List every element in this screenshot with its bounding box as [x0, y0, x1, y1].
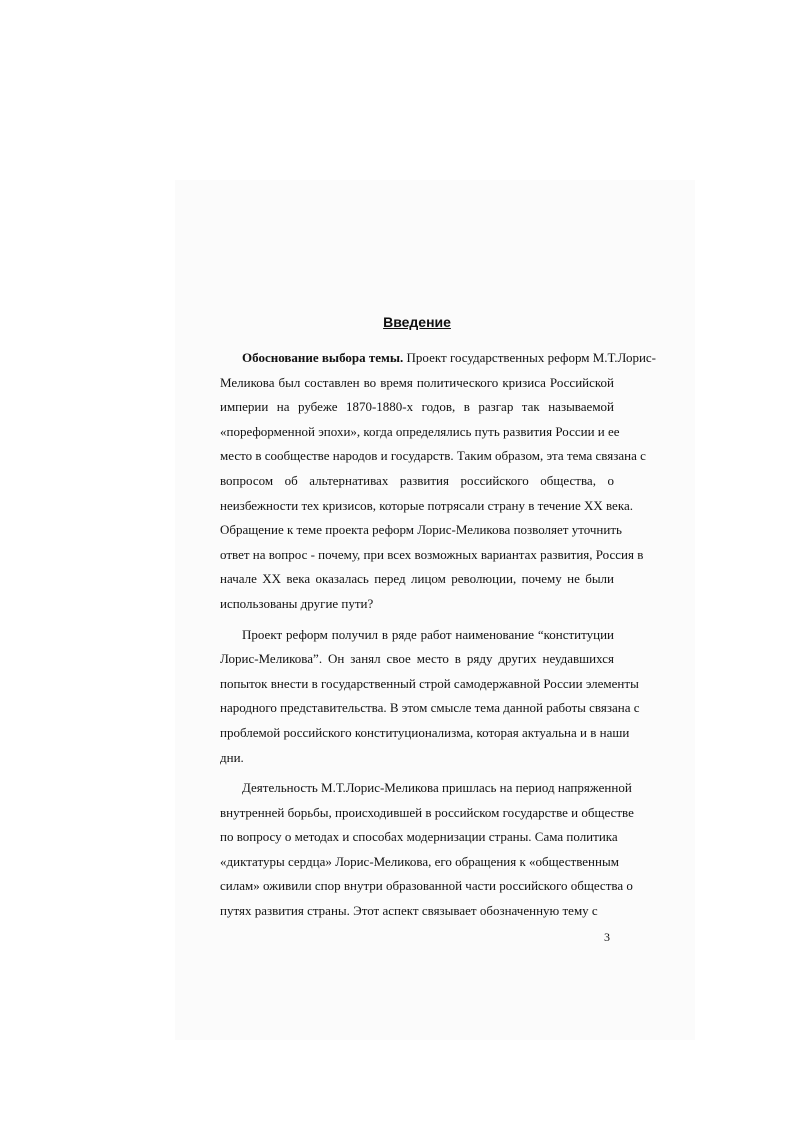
text-line — [220, 420, 620, 445]
text-line — [220, 469, 614, 494]
line-text: неизбежности тех кризисов, которые потрясали страну в течение XX века. — [220, 497, 633, 513]
line-text: вопросом об альтернативах развития российского общества, о — [220, 472, 614, 488]
line-text: путях развития страны. Этот аспект связывает обозначенную тему с — [220, 903, 598, 919]
line-text: империи на рубеже 1870-1880-х годов, в разгар так называемой — [220, 399, 614, 415]
line-text: место в сообществе народов и государств. Таким образом, эта тема связана с — [220, 448, 646, 464]
line-text: дни. — [220, 749, 244, 765]
text-line — [220, 592, 614, 617]
text-line — [220, 623, 614, 648]
line-text: силам» оживили спор внутри образованной части российского общества о — [220, 878, 633, 894]
line-text: использованы другие пути? — [220, 595, 374, 611]
text-line — [220, 395, 614, 420]
line-text: по вопросу о методах и способах модернизации страны. Сама политика — [220, 829, 618, 845]
text-line — [220, 825, 618, 850]
text-line — [220, 672, 639, 697]
body-text — [220, 346, 656, 924]
text-line — [220, 696, 640, 721]
page-number: 3 — [604, 930, 610, 944]
line-text: народного представительства. В этом смысле тема данной работы связана с — [220, 700, 640, 716]
text-line — [220, 874, 633, 899]
paragraph — [220, 346, 656, 617]
text-line — [220, 567, 614, 592]
page-title: Введение — [383, 314, 451, 330]
line-text: Обращение к теме проекта реформ Лорис-Меликова позволяет уточнить — [220, 522, 622, 538]
line-text: проблемой российского конституционализма, которая актуальна и в наши — [220, 724, 630, 740]
text-line — [220, 494, 633, 519]
text-line — [220, 543, 644, 568]
line-text: ответ на вопрос - почему, при всех возможных вариантах развития, Россия в — [220, 546, 644, 562]
line-text: Деятельность М.Т.Лорис-Меликова пришлась на период напряженной — [242, 780, 632, 796]
lead-phrase: Обоснование выбора темы. — [242, 350, 404, 365]
line-text: начале XX века оказалась перед лицом революции, почему не были — [220, 571, 614, 587]
line-text: «пореформенной эпохи», когда определялись путь развития России и ее — [220, 423, 620, 439]
text-line — [220, 647, 614, 672]
text-line — [220, 801, 634, 826]
line-text: «диктатуры сердца» Лорис-Меликова, его обращения к «общественным — [220, 853, 619, 869]
text-line — [220, 444, 646, 469]
line-text: Проект реформ получил в ряде работ наименование “конституции — [242, 626, 614, 642]
text-line — [220, 346, 656, 371]
line-text: Проект государственных реформ М.Т.Лорис- — [403, 350, 656, 365]
line-text: внутренней борьбы, происходившей в российском государстве и обществе — [220, 804, 634, 820]
paragraph — [220, 776, 634, 924]
text-line — [220, 721, 630, 746]
text-line — [220, 899, 614, 924]
text-line — [220, 850, 619, 875]
line-text: Меликова был составлен во время политического кризиса Российской — [220, 374, 614, 390]
paragraph — [220, 623, 640, 771]
page-content — [220, 310, 656, 930]
line-text: попыток внести в государственный строй самодержавной России элементы — [220, 675, 639, 691]
text-line — [220, 776, 632, 801]
line-text: Лорис-Меликова”. Он занял свое место в ряду других неудавшихся — [220, 651, 614, 667]
text-line — [220, 746, 614, 771]
text-line — [220, 371, 614, 396]
text-line — [220, 518, 622, 543]
